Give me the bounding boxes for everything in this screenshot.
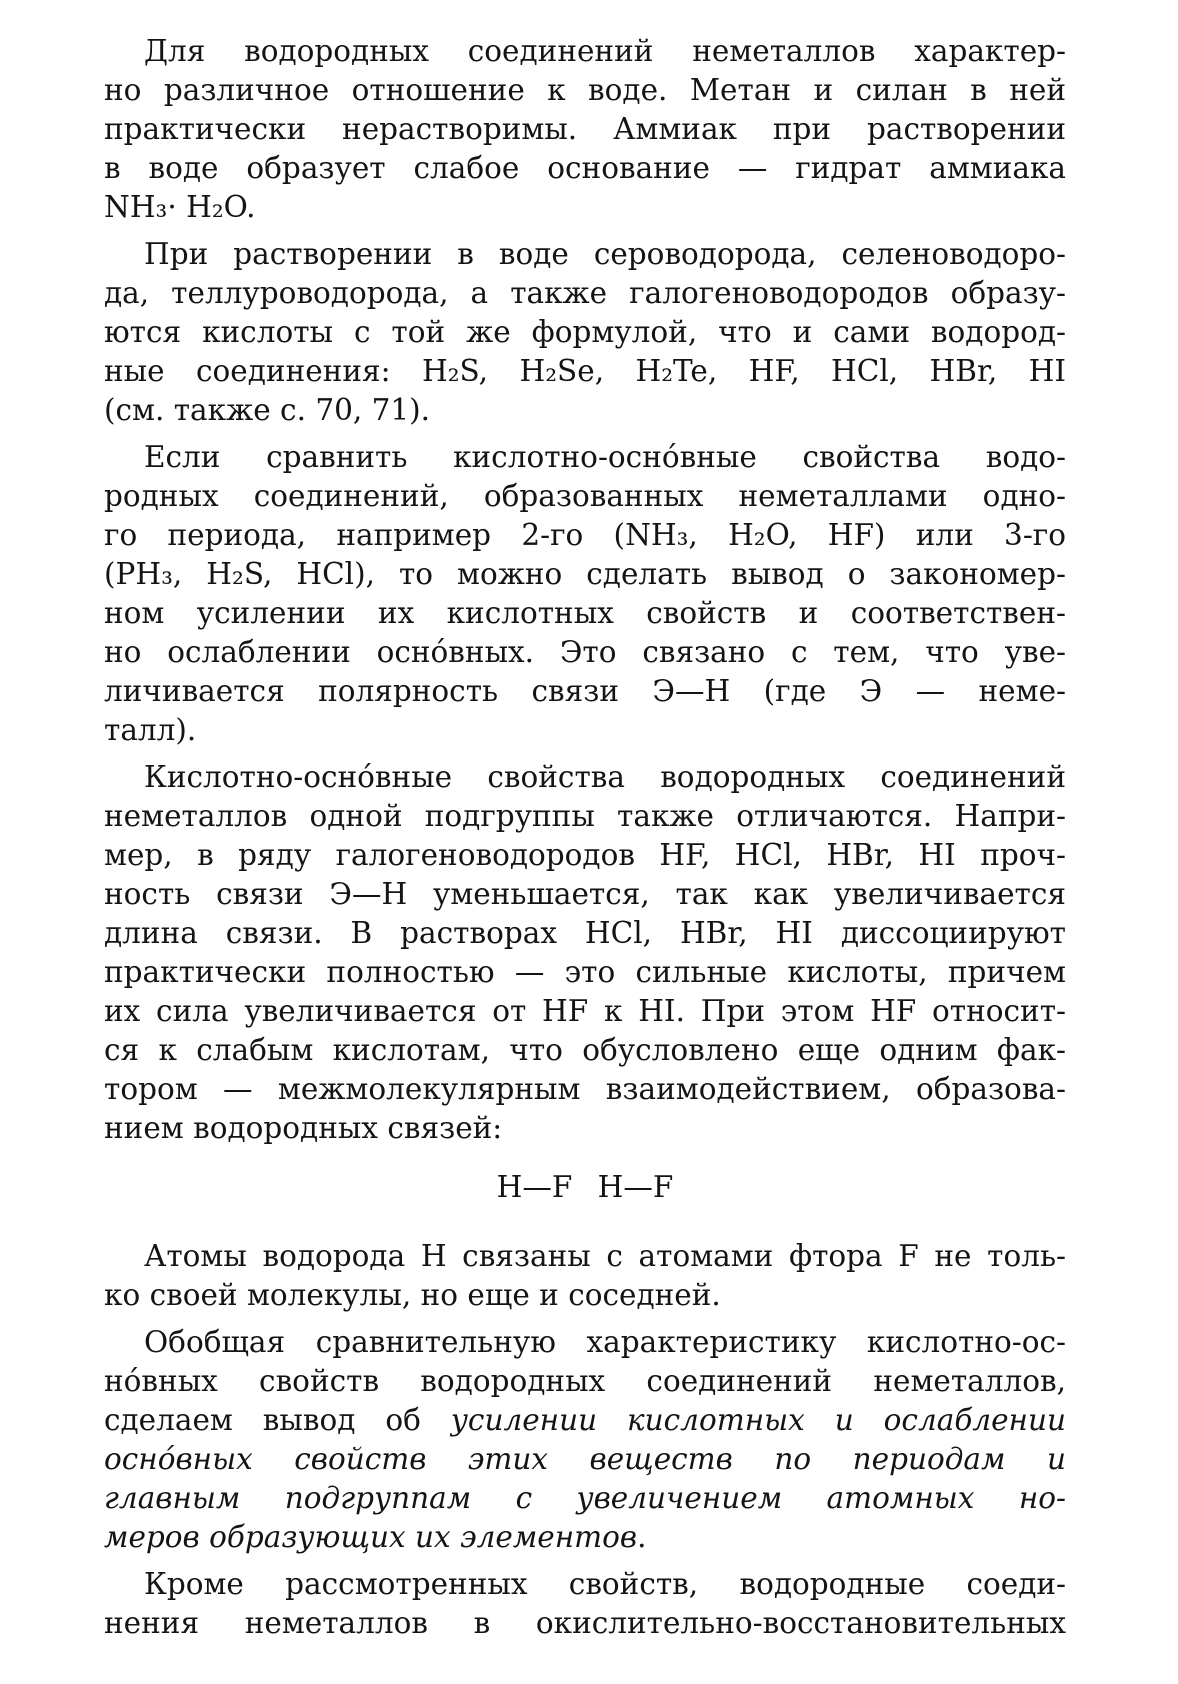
text-line: их сила увеличивается от HF к HI. При этом HF относит- [104, 994, 1066, 1028]
text-line: При растворении в воде сероводорода, селеноводоро- [144, 237, 1066, 271]
text-line: длина связи. В растворах HCl, HBr, HI диссоциируют [104, 916, 1066, 950]
text-run: сделаем вывод об [104, 1403, 451, 1437]
paragraph-hydrogen-compounds-water [104, 32, 1066, 227]
text-line: неметаллов одной подгруппы также отличаются. Напри- [104, 799, 1066, 833]
text-line: практически нерастворимы. Аммиак при растворении [104, 112, 1066, 146]
text-line: Для водородных соединений неметаллов характер- [144, 34, 1066, 68]
text-line: ном усилении их кислотных свойств и соответствен- [104, 596, 1066, 630]
text-line: но́вных свойств водородных соединений неметаллов, [104, 1364, 1066, 1398]
text-line: ются кислоты с той же формулой, что и сами водород- [104, 315, 1066, 349]
text-line-mixed [104, 1401, 1066, 1440]
text-line: NH₃· H₂O. [104, 190, 256, 224]
italic-emphasis: усилении кислотных и ослаблении [450, 1403, 1066, 1437]
paragraph-acids-formation [104, 235, 1066, 430]
document-page [104, 32, 1066, 1651]
text-line: но различное отношение к воде. Метан и силан в ней [104, 73, 1066, 107]
text-line: ко своей молекулы, но еще и соседней. [104, 1278, 721, 1312]
text-line: го периода, например 2-го (NH₃, H₂O, HF) или 3-го [104, 518, 1066, 552]
text-line: личивается полярность связи Э—H (где Э — неме- [104, 674, 1066, 708]
text-line: в воде образует слабое основание — гидрат аммиака [104, 151, 1066, 185]
text-line: мер, в ряду галогеноводородов HF, HCl, HBr, HI проч- [104, 838, 1066, 872]
italic-emphasis: меров образующих их элементов [104, 1520, 638, 1554]
paragraph-hydrogen-bond-explanation [104, 1237, 1066, 1315]
text-line: талл). [104, 713, 197, 747]
paragraph-conclusion [104, 1323, 1066, 1557]
text-line: ность связи Э—H уменьшается, так как увеличивается [104, 877, 1066, 911]
text-line: Атомы водорода H связаны с атомами фтора F не толь- [144, 1239, 1066, 1273]
text-line: Кроме рассмотренных свойств, водородные соеди- [144, 1567, 1066, 1601]
text-line: Обобщая сравнительную характеристику кислотно-ос- [144, 1325, 1066, 1359]
text-line: родных соединений, образованных неметаллами одно- [104, 479, 1066, 513]
italic-emphasis-line: осно́вных свойств этих веществ по периодам и [104, 1442, 1066, 1476]
text-line: но ослаблении осно́вных. Это связано с тем, что уве- [104, 635, 1066, 669]
paragraph-redox-properties [104, 1565, 1066, 1643]
paragraph-period-comparison [104, 438, 1066, 750]
text-line-mixed [104, 1518, 1066, 1557]
text-line: Если сравнить кислотно-осно́вные свойства водо- [144, 440, 1066, 474]
text-line: Кислотно-осно́вные свойства водородных соединений [144, 760, 1066, 794]
text-line: ся к слабым кислотам, что обусловлено еще одним фак- [104, 1033, 1066, 1067]
text-line: нием водородных связей: [104, 1111, 503, 1145]
text-line: практически полностью — это сильные кислоты, причем [104, 955, 1066, 989]
text-line: нения неметаллов в окислительно-восстановительных [104, 1606, 1066, 1640]
text-line: ные соединения: H₂S, H₂Se, H₂Te, HF, HCl, HBr, HI [104, 354, 1066, 388]
text-line: тором — межмолекулярным взаимодействием, образова- [104, 1072, 1066, 1106]
hf-hydrogen-bond-formula: H—F H—F [496, 1170, 674, 1204]
text-line: да, теллуроводорода, а также галогеноводородов образу- [104, 276, 1066, 310]
text-line: (PH₃, H₂S, HCl), то можно сделать вывод о закономер- [104, 557, 1066, 591]
italic-emphasis-line: главным подгруппам с увеличением атомных но- [104, 1481, 1066, 1515]
text-line: (см. также с. 70, 71). [104, 393, 431, 427]
paragraph-subgroup-comparison [104, 758, 1066, 1148]
text-run: . [637, 1520, 647, 1554]
